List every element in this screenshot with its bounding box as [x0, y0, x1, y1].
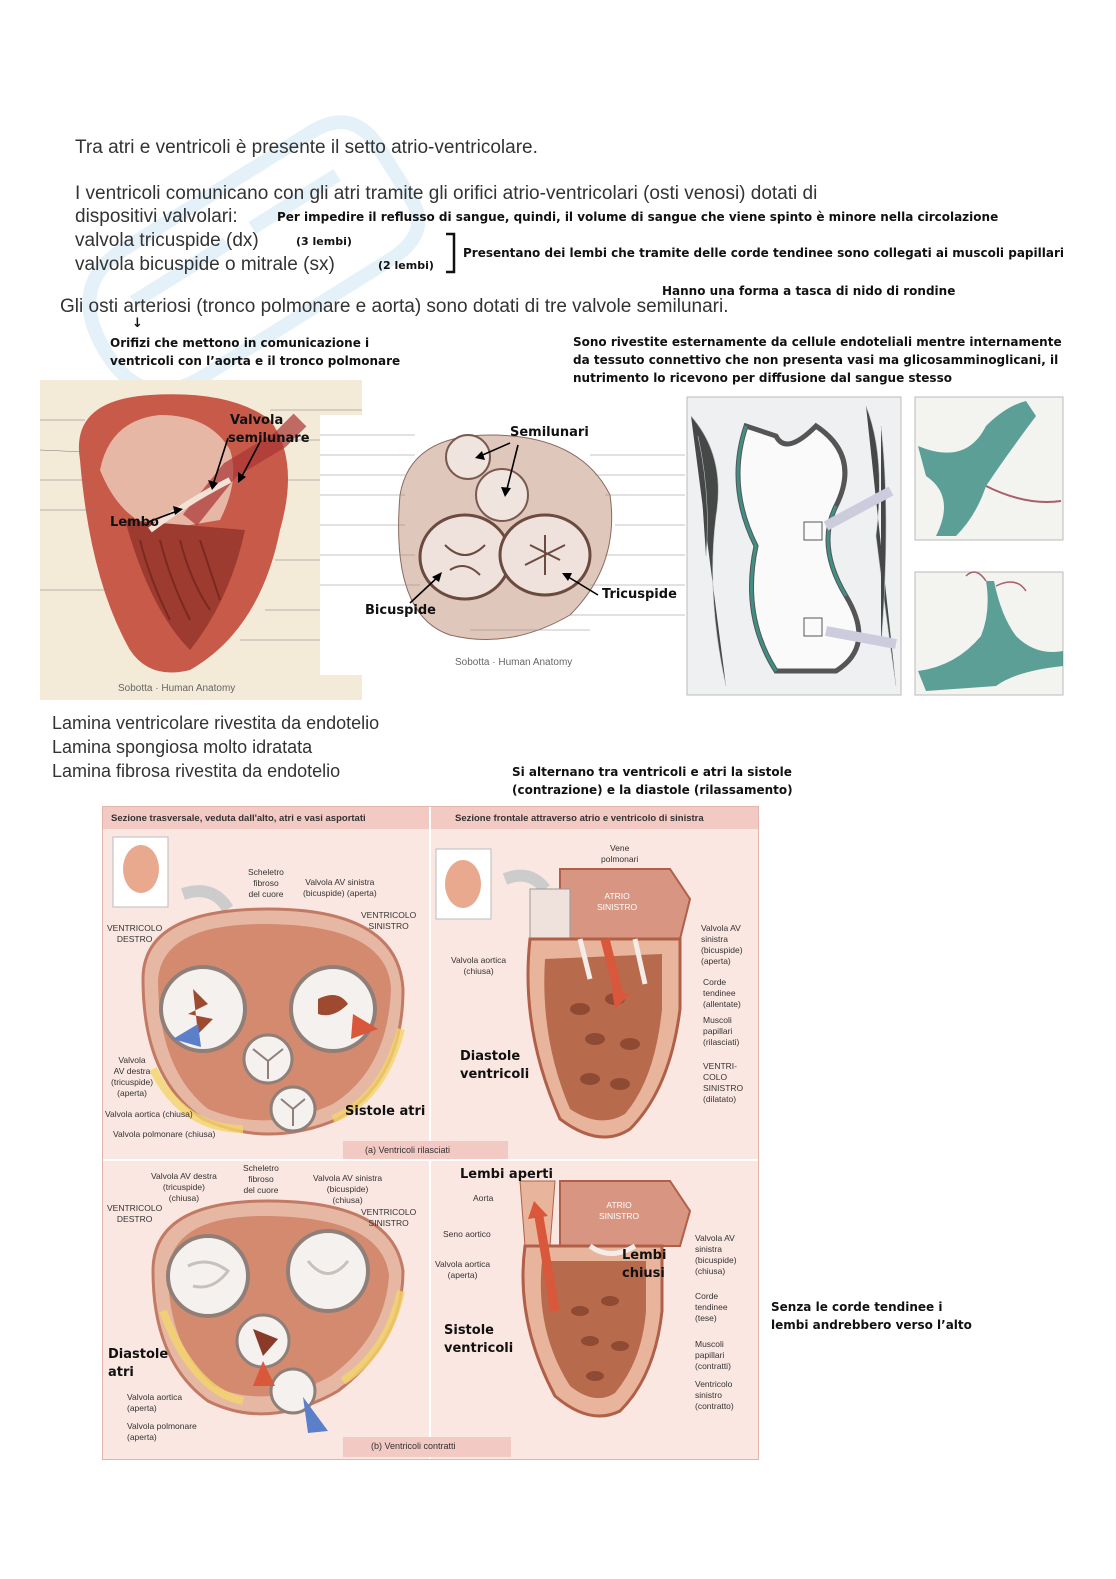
histology-illustration: [686, 396, 1064, 696]
a-valvola-av-sx: Valvola AV sinistra (bicuspide) (aperta): [303, 877, 377, 898]
caption-b: (b) Ventricoli contratti: [371, 1441, 456, 1451]
lamina-ventricolare: Lamina ventricolare rivestita da endotelio: [52, 713, 380, 733]
label-bicuspide: Bicuspide: [365, 603, 436, 618]
histology-figure: [686, 396, 1064, 696]
valve-plane-figure: [320, 415, 685, 675]
a-ventricolo-fr: VENTRI- COLO SINISTRO (dilatato): [703, 1061, 744, 1104]
label-tricuspide: Tricuspide: [602, 587, 677, 602]
a-valvola-polmonare: Valvola polmonare (chiusa): [113, 1129, 216, 1139]
ventricoli-sentence: I ventricoli comunicano con gli atri tramite gli orifici atrio-ventricolari (osti venosi) dotati di: [75, 183, 818, 204]
b-seno-aortico: Seno aortico: [443, 1229, 491, 1239]
note-diastole-ventricoli-1: Diastole: [460, 1049, 521, 1064]
a-atrio-sinistro: ATRIO SINISTRO: [597, 891, 638, 912]
valve-tricuspid-note: (3 lembi): [296, 235, 352, 248]
nest-note: Hanno una forma a tasca di nido di rondine: [662, 284, 956, 298]
b-aorta: Aorta: [473, 1193, 494, 1203]
a-corde: Corde tendinee (allentate): [703, 977, 741, 1009]
chords-note-2: lembi andrebbero verso l’alto: [771, 1318, 972, 1332]
b-valvola-polmonare: Valvola polmonare (aperta): [127, 1421, 197, 1442]
setto-sentence: Tra atri e ventricoli è presente il setto atrio-ventricolare.: [75, 137, 538, 158]
note-lembi-aperti: Lembi aperti: [460, 1167, 553, 1182]
reflux-note: Per impedire il reflusso di sangue, quindi, il volume di sangue che viene spinto è minore nella circolazione: [277, 210, 999, 224]
a-valvola-av-sx-fr: Valvola AV sinistra (bicuspide) (aperta): [701, 923, 743, 966]
label-lembo: Lembo: [110, 515, 159, 530]
coating-note-2: da tessuto connettivo che non presenta vasi ma glicosamminoglicani, il: [573, 353, 1059, 367]
a-ventricolo-sinistro: VENTRICOLO SINISTRO: [361, 910, 417, 931]
b-atrio-sinistro: ATRIO SINISTRO: [599, 1200, 640, 1221]
note-diastole-atri-2: atri: [108, 1365, 134, 1380]
chords-note-1: Senza le corde tendinee i: [771, 1300, 943, 1314]
coating-note-3: nutrimento lo ricevono per diffusione dal sangue stesso: [573, 371, 952, 385]
lamina-spongiosa: Lamina spongiosa molto idratata: [52, 737, 313, 757]
fig2-credit: Sobotta · Human Anatomy: [455, 657, 573, 668]
b-muscoli: Muscoli papillari (contratti): [695, 1339, 731, 1371]
note-diastole-atri-1: Diastole: [108, 1347, 169, 1362]
caption-a: (a) Ventricoli rilasciati: [365, 1145, 451, 1155]
note-sistole-ventricoli-2: ventricoli: [444, 1341, 514, 1356]
bracket-icon: [444, 232, 460, 274]
lamina-fibrosa: Lamina fibrosa rivestita da endotelio: [52, 761, 341, 781]
heart-section-figure: [40, 380, 362, 700]
b-scheletro: Scheletro fibroso del cuore: [243, 1163, 279, 1195]
b-ventricolo-sinistro: VENTRICOLO SINISTRO: [361, 1207, 417, 1228]
header-right-text: Sezione frontale attraverso atrio e ventricolo di sinistra: [455, 813, 704, 824]
a-scheletro: Scheletro fibroso del cuore: [248, 867, 284, 899]
a-ventricolo-destro: VENTRICOLO DESTRO: [107, 923, 163, 944]
b-valvola-aortica: Valvola aortica (aperta): [127, 1392, 183, 1413]
valve-bicuspid-note: (2 lembi): [378, 259, 434, 272]
b-valvola-av-sx: Valvola AV sinistra (bicuspide) (chiusa): [313, 1173, 383, 1205]
coating-note-1: Sono rivestite esternamente da cellule endoteliali mentre internamente: [573, 335, 1062, 349]
bracket-note: Presentano dei lembi che tramite delle corde tendinee sono collegati ai muscoli papillari: [463, 246, 1064, 260]
a-valvola-aortica: Valvola aortica (chiusa): [105, 1109, 193, 1119]
b-corde: Corde tendinee (tese): [695, 1291, 728, 1323]
a-muscoli: Muscoli papillari (rilasciati): [703, 1015, 740, 1047]
osti-arteriosi-sentence: Gli osti arteriosi (tronco polmonare e aorta) sono dotati di tre valvole semilunari.: [60, 296, 729, 317]
dispositivi-valvolari: dispositivi valvolari:: [75, 206, 238, 227]
b-valvola-aortica-fr: Valvola aortica (aperta): [435, 1259, 491, 1280]
orifices-note-1: Orifizi che mettono in comunicazione i: [110, 336, 370, 350]
cardiac-cycle-panel: [102, 806, 759, 1460]
label-valvola: Valvola: [230, 413, 284, 428]
valve-tricuspid: valvola tricuspide (dx): [75, 230, 259, 251]
note-lembi-chiusi-1: Lembi: [622, 1248, 667, 1263]
b-ventricolo-destro: VENTRICOLO DESTRO: [107, 1203, 163, 1224]
header-left-text: Sezione trasversale, veduta dall'alto, atri e vasi asportati: [111, 813, 366, 824]
note-diastole-ventricoli-2: ventricoli: [460, 1067, 530, 1082]
alternate-note-1: Si alternano tra ventricoli e atri la sistole: [512, 765, 792, 779]
valve-plane-illustration: [320, 415, 685, 675]
heart-section-illustration: [40, 380, 362, 700]
note-lembi-chiusi-2: chiusi: [622, 1266, 665, 1281]
valve-bicuspid: valvola bicuspide o mitrale (sx): [75, 254, 335, 275]
a-vene-polmonari: Vene polmonari: [601, 843, 639, 864]
b-valvola-av-sx-fr: Valvola AV sinistra (bicuspide) (chiusa): [695, 1233, 737, 1276]
note-sistole-ventricoli-1: Sistole: [444, 1323, 494, 1338]
fig1-credit: Sobotta · Human Anatomy: [118, 683, 236, 694]
b-ventricolo-fr: Ventricolo sinistro (contratto): [695, 1379, 734, 1411]
a-valvola-aortica-fr: Valvola aortica (chiusa): [451, 955, 507, 976]
note-sistole-atri: Sistole atri: [345, 1104, 426, 1119]
label-semilunari: Semilunari: [510, 425, 589, 440]
a-valvola-av-dx: Valvola AV destra (tricuspide) (aperta): [111, 1055, 154, 1098]
down-arrow: ↓: [132, 316, 143, 331]
alternate-note-2: (contrazione) e la diastole (rilassamento): [512, 783, 793, 797]
label-semilunare: semilunare: [228, 431, 310, 446]
orifices-note-2: ventricoli con l’aorta e il tronco polmonare: [110, 354, 401, 368]
b-valvola-av-dx: Valvola AV destra (tricuspide) (chiusa): [151, 1171, 217, 1203]
